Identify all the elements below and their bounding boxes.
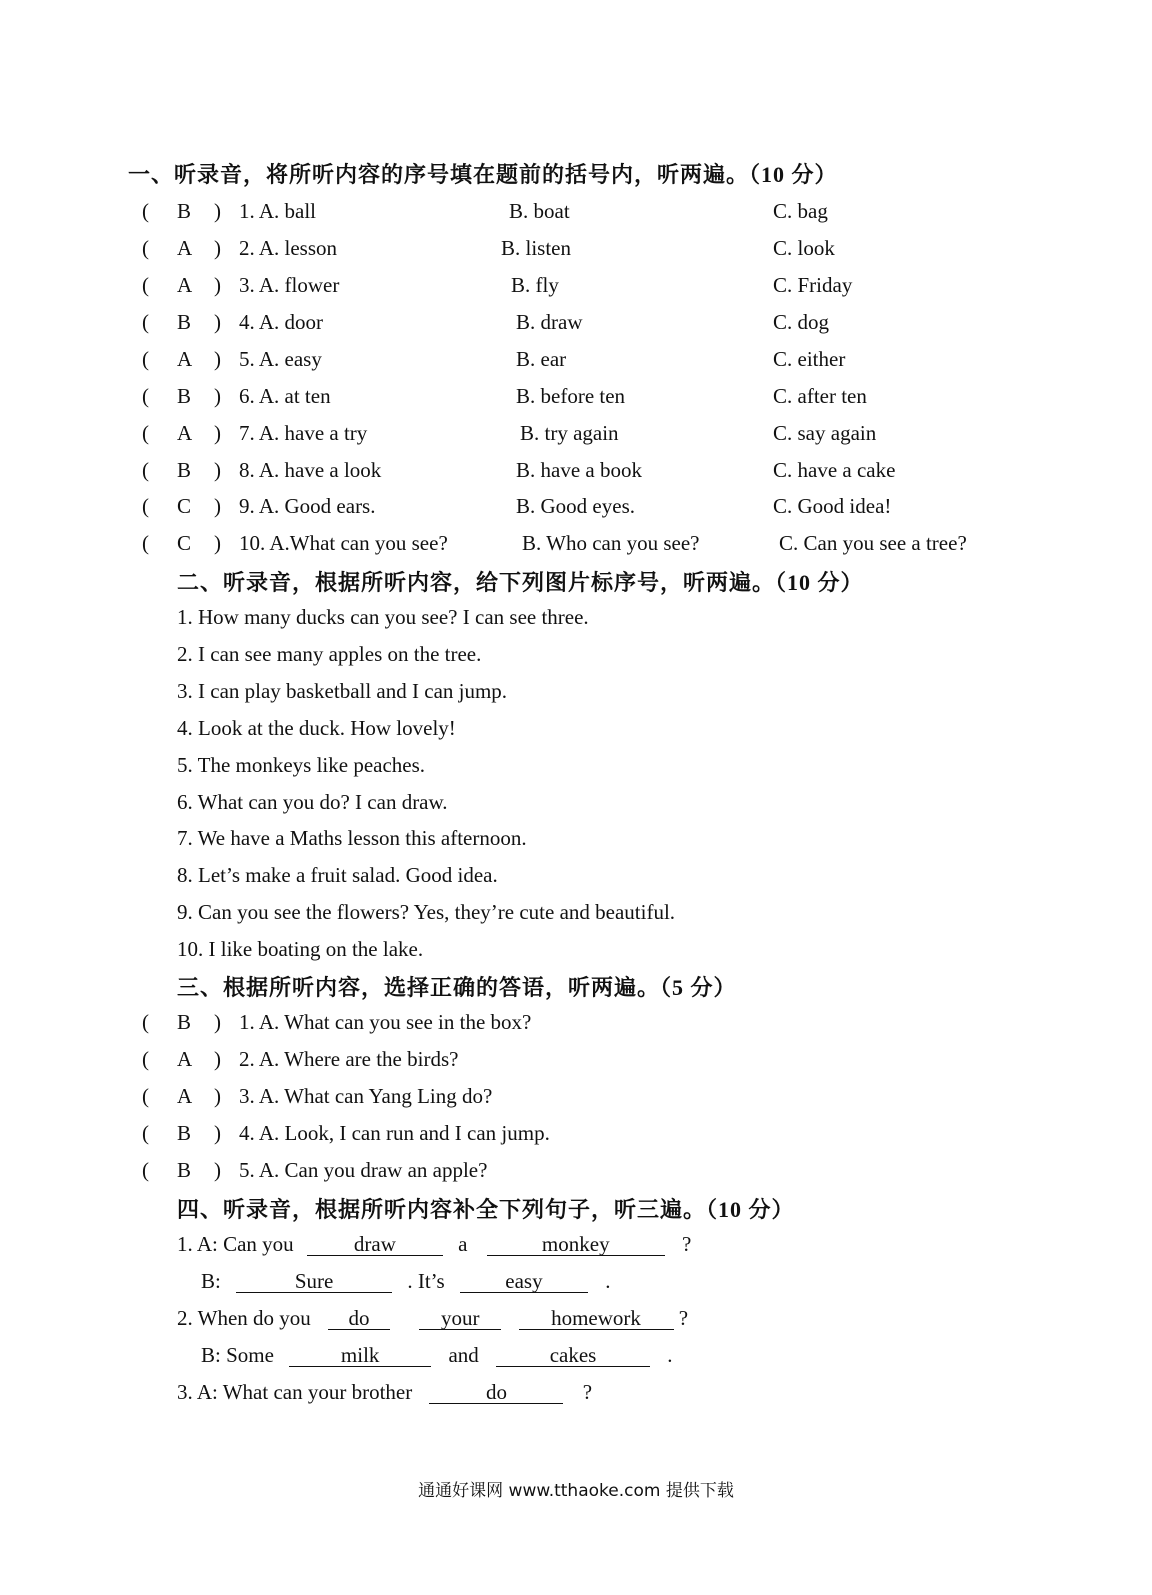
answer-blank: milk [289,1344,431,1367]
option-a: 5. A. Can you draw an apple? [239,1158,488,1182]
bracket-open: ( [142,421,149,445]
answer-letter: B [177,1010,192,1034]
text: a [458,1232,468,1256]
question-row [0,199,1152,229]
section-1-title: 一、听录音，将所听内容的序号填在题前的括号内，听两遍。（10 分） [128,162,838,187]
text: ? [678,1306,689,1330]
option-a: 4. A. door [239,310,323,334]
question-row [0,421,1152,451]
answer-letter: B [177,384,192,408]
answer-letter: B [177,458,192,482]
option-b: B. fly [511,273,559,297]
script-line: 5. The monkeys like peaches. [177,752,426,777]
text: and [448,1343,479,1367]
option-c: C. look [773,236,835,260]
bracket-open: ( [142,458,149,482]
bracket-close: ) [214,384,221,408]
option-a: 5. A. easy [239,347,322,371]
bracket-open: ( [142,310,149,334]
answer-blank: Sure [236,1270,392,1293]
bracket-close: ) [214,236,221,260]
text: . It’s [407,1269,445,1293]
bracket-open: ( [142,1084,149,1108]
text: ? [682,1232,692,1256]
option-c: C. Can you see a tree? [779,531,967,555]
script-line: 10. I like boating on the lake. [177,937,424,962]
option-c: C. either [773,347,846,371]
question-row [0,1158,1152,1188]
answer-blank: do [429,1381,563,1404]
question-row [0,1121,1152,1151]
question-row [0,273,1152,303]
footer-credit: 通通好课网 www.tthaoke.com 提供下载 [418,1481,734,1501]
fill-line-2 [201,1269,610,1294]
fill-line-5 [177,1380,592,1405]
script-line: 7. We have a Maths lesson this afternoon. [177,826,527,851]
script-line: 8. Let’s make a fruit salad. Good idea. [177,863,498,888]
section-4-title: 四、听录音，根据所听内容补全下列句子，听三遍。（10 分） [177,1197,795,1222]
answer-letter: B [177,199,192,223]
script-line: 9. Can you see the flowers? Yes, they’re cute and beautiful. [177,900,676,925]
bracket-close: ) [214,310,221,334]
question-row [0,1084,1152,1114]
bracket-close: ) [214,273,221,297]
option-b: B. Who can you see? [522,531,700,555]
bracket-close: ) [214,494,221,518]
option-b: B. draw [516,310,583,334]
bracket-close: ) [214,531,221,555]
fill-line-3 [177,1306,688,1331]
answer-letter: C [177,531,192,555]
answer-blank: your [419,1307,501,1330]
answer-letter: A [177,347,193,371]
text: ? [582,1380,593,1404]
option-a: 1. A. What can you see in the box? [239,1010,532,1034]
option-a: 1. A. ball [239,199,316,223]
bracket-open: ( [142,494,149,518]
bracket-close: ) [214,421,221,445]
option-b: B. try again [520,421,619,445]
option-a: 4. A. Look, I can run and I can jump. [239,1121,550,1145]
answer-letter: B [177,1121,192,1145]
bracket-close: ) [214,1158,221,1182]
bracket-close: ) [214,1084,221,1108]
bracket-open: ( [142,1121,149,1145]
text: B: Some [201,1343,274,1367]
question-row [0,310,1152,340]
answer-blank: easy [460,1270,588,1293]
bracket-close: ) [214,1121,221,1145]
text: . [605,1269,611,1293]
section-3-title: 三、根据所听内容，选择正确的答语，听两遍。（5 分） [177,975,737,1000]
question-row [0,1047,1152,1077]
answer-letter: A [177,1084,193,1108]
answer-blank: do [328,1307,390,1330]
bracket-close: ) [214,199,221,223]
option-c: C. have a cake [773,458,896,482]
bracket-close: ) [214,1047,221,1071]
option-c: C. bag [773,199,828,223]
fill-line-4 [201,1343,673,1368]
script-line: 1. How many ducks can you see? I can see three. [177,605,589,629]
text: 1. A: Can you [177,1232,294,1256]
question-row [0,531,1152,561]
bracket-open: ( [142,236,149,260]
bracket-open: ( [142,531,149,555]
question-row [0,236,1152,266]
option-c: C. say again [773,421,877,445]
question-row [0,494,1152,524]
bracket-close: ) [214,347,221,371]
bracket-open: ( [142,1047,149,1071]
option-b: B. before ten [516,384,626,408]
option-b: B. Good eyes. [516,494,635,518]
answer-blank: draw [307,1233,443,1256]
answer-letter: B [177,1158,192,1182]
option-a: 2. A. Where are the birds? [239,1047,459,1071]
option-c: C. dog [773,310,830,334]
option-a: 2. A. lesson [239,236,338,260]
option-a: 8. A. have a look [239,458,382,482]
bracket-open: ( [142,384,149,408]
section-2-title: 二、听录音，根据所听内容，给下列图片标序号，听两遍。（10 分） [177,570,864,595]
option-b: B. have a book [516,458,642,482]
script-line: 4. Look at the duck. How lovely! [177,715,456,740]
option-b: B. boat [509,199,570,223]
script-line: 3. I can play basketball and I can jump. [177,678,508,703]
bracket-open: ( [142,1158,149,1182]
answer-letter: A [177,421,193,445]
question-row [0,384,1152,414]
text: 2. When do you [177,1306,311,1330]
answer-letter: B [177,310,192,334]
answer-letter: A [177,273,193,297]
text: 3. A: What can your brother [177,1380,413,1404]
option-b: B. ear [516,347,567,371]
bracket-close: ) [214,458,221,482]
fill-line-1 [177,1232,691,1257]
bracket-open: ( [142,273,149,297]
text: B: [201,1269,221,1293]
option-a: 10. A.What can you see? [239,531,448,555]
question-row [0,458,1152,488]
option-a: 7. A. have a try [239,421,368,445]
question-row [0,1010,1152,1040]
question-row [0,347,1152,377]
bracket-open: ( [142,199,149,223]
text: . [667,1343,673,1367]
answer-blank: homework [519,1307,674,1330]
option-c: C. Friday [773,273,853,297]
answer-letter: A [177,1047,193,1071]
bracket-open: ( [142,1010,149,1034]
option-c: C. Good idea! [773,494,892,518]
bracket-open: ( [142,347,149,371]
option-c: C. after ten [773,384,867,408]
option-a: 3. A. flower [239,273,340,297]
script-line: 2. I can see many apples on the tree. [177,641,482,666]
answer-letter: A [177,236,193,260]
bracket-close: ) [214,1010,221,1034]
option-a: 3. A. What can Yang Ling do? [239,1084,493,1108]
answer-blank: cakes [496,1344,650,1367]
answer-letter: C [177,494,192,518]
option-a: 6. A. at ten [239,384,331,408]
script-line: 6. What can you do? I can draw. [177,789,448,814]
answer-blank: monkey [487,1233,665,1256]
option-a: 9. A. Good ears. [239,494,376,518]
option-b: B. listen [501,236,572,260]
